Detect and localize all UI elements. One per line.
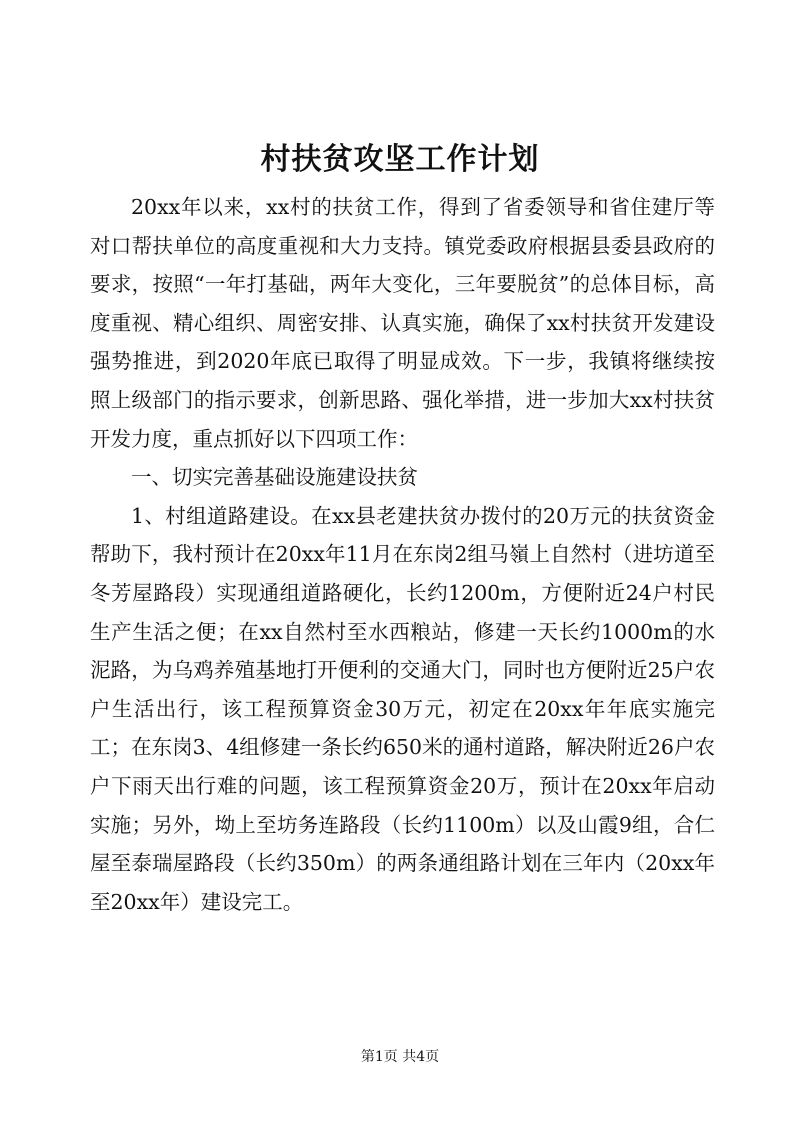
intro-paragraph: 20xx年以来，xx村的扶贫工作，得到了省委领导和省住建厅等对口帮扶单位的高度重视和大力支持。镇党委政府根据县委县政府的要求，按照“一年打基础，两年大变化，三年要脱贫”的总体目标，高度重视、精心组织、周密安排、认真实施，确保了xx村扶贫开发建设强势推进，到2020年底已取得了明显成效。下一步，我镇将继续按照上级部门的指示要求，创新思路、强化举措，进一步加大xx村扶贫开发力度，重点抓好以下四项工作： bbox=[90, 195, 715, 451]
road-construction-paragraph: 1、村组道路建设。在xx县老建扶贫办拨付的20万元的扶贫资金帮助下，我村预计在20xx年11月在东岗2组马嶺上自然村（进坊道至冬芳屋路段）实现通组道路硬化，长约1200m，方便附近24户村民生产生活之便；在xx自然村至水西粮站，修建一天长约1000m的水泥路，为乌鸡养殖基地打开便利的交通大门，同时也方便附近25户农户生活出行，该工程预算资金30万元，初定在20xx年年底实施完工；在东岗3、4组修建一条长约650米的通村道路，解决附近26户农户下雨天出行难的问题，该工程预算资金20万，预计在20xx年启动实施；另外，坳上至坊务连路段（长约1100m）以及山霞9组，合仁屋至泰瑞屋路段（长约350m）的两条通组路计划在三年内（20xx年至20xx年）建设完工。 bbox=[90, 503, 715, 914]
document-body bbox=[90, 188, 715, 921]
document-title: 村扶贫攻坚工作计划 bbox=[260, 142, 540, 177]
page-number: 第1页 共4页 bbox=[360, 1049, 440, 1065]
section-heading: 一、切实完善基础设施建设扶贫 bbox=[131, 465, 418, 490]
